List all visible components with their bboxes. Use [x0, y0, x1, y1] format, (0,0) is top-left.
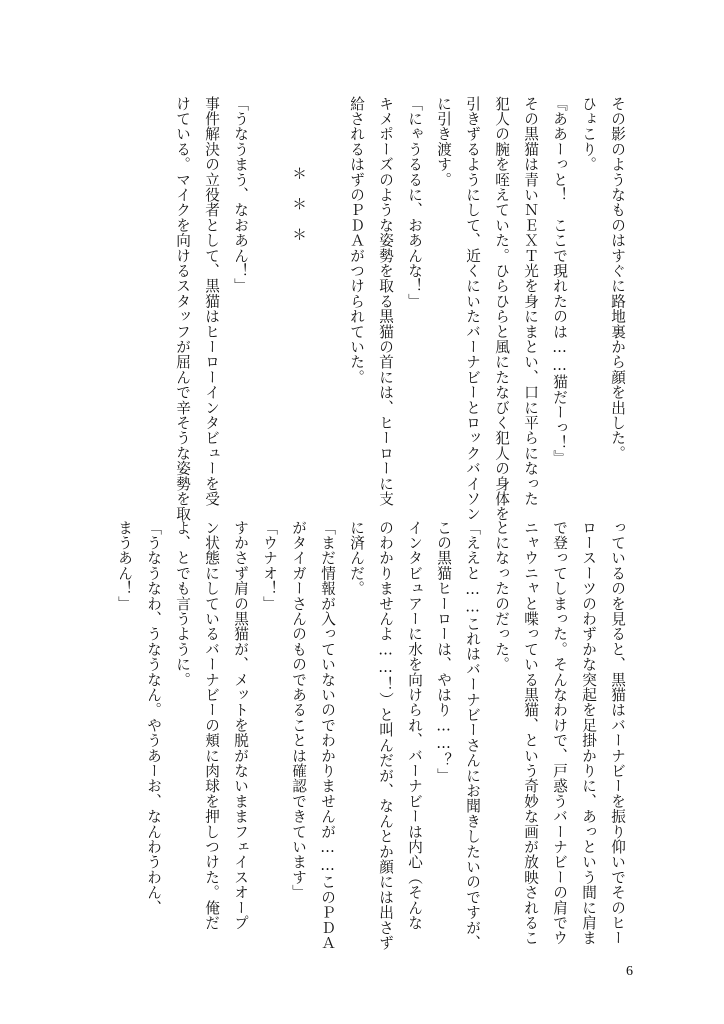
text-line: ン状態にしているバーナビーの頬に肉球を押しつけた。俺だ: [203, 520, 220, 931]
text-line: 「にゃうるるに、おあんな！」: [406, 96, 423, 309]
text-line: ロースーツのわずかな突起を足掛かりに、あっという間に肩ま: [580, 520, 597, 946]
text-line: に引き渡す。: [435, 96, 452, 188]
text-line: 「うなうなわ、うなうなん。やうあーお、なんわうわん、: [145, 520, 162, 916]
text-line: とになったのだった。: [493, 520, 510, 672]
text-line: 『ああーっと！ ここで現れたのは……猫だーっ！』: [551, 96, 568, 466]
page-number: 6: [626, 964, 633, 979]
scene-break: ＊ ＊ ＊: [290, 166, 307, 242]
text-line: すかさず肩の黒猫が、メットを脱がないままフェイスオープ: [232, 520, 249, 931]
text-line: 犯人の腕を咥えていた。ひらひらと風にたなびく犯人の身体を: [493, 96, 510, 522]
text-line: 事件解決の立役者として、黒猫はヒーローインタビューを受: [203, 96, 220, 507]
text-line: 「ええと……これはバーナビーさんにお聞きしたいのですが、: [464, 520, 481, 951]
text-line: がタイガーさんのものであることは確認できています」: [290, 520, 307, 900]
text-line: っているのを見ると、黒猫はバーナビーを振り仰いでそのヒー: [609, 520, 626, 946]
upper-text-block: [168, 96, 632, 522]
text-line: のわかりませんよ……！）と叫んだが、なんとか顔には出さず: [377, 520, 394, 951]
text-line: で登ってしまった。そんなわけで、戸惑うバーナビーの肩でウ: [551, 520, 568, 946]
text-line: まうあん！」: [116, 520, 133, 612]
text-line: けている。マイクを向けるスタッフが屈んで辛そうな姿勢を取: [174, 96, 191, 522]
text-line: 「ウナオ！」: [261, 520, 278, 612]
text-line: その影のようなものはすぐに路地裏から顔を出した。: [609, 96, 626, 461]
text-line: 「まだ情報が入っていないのでわかりませんが……このＰＤＡ: [319, 520, 336, 951]
blank-line: [313, 96, 342, 516]
text-line: 「うなうまう、なおあん！」: [232, 96, 249, 294]
lower-text-block: [110, 520, 632, 951]
text-line: 引きずるようにして、近くにいたバーナビーとロックバイソン: [464, 96, 481, 522]
text-line: インタビュアーに水を向けられ、バーナビーは内心（そんな: [406, 520, 423, 931]
text-line: その黒猫は青いＮＥＸＴ光を身にまとい、口に平らになった: [522, 96, 539, 507]
text-line: ひょこり。: [580, 96, 597, 172]
text-line: ニャウニャと喋っている黒猫、という奇妙な画が放映されるこ: [522, 520, 539, 946]
text-line: キメポーズのような姿勢を取る黒猫の首には、ヒーローに支: [377, 96, 394, 507]
text-line: 給されるはずのＰＤＡがつけられていた。: [348, 96, 365, 385]
text-line: よ、とでも言うように。: [174, 520, 191, 688]
blank-line: [255, 96, 284, 516]
text-line: この黒猫ヒーローは、やはり……？」: [435, 520, 452, 784]
text-line: に済んだ。: [348, 520, 365, 596]
